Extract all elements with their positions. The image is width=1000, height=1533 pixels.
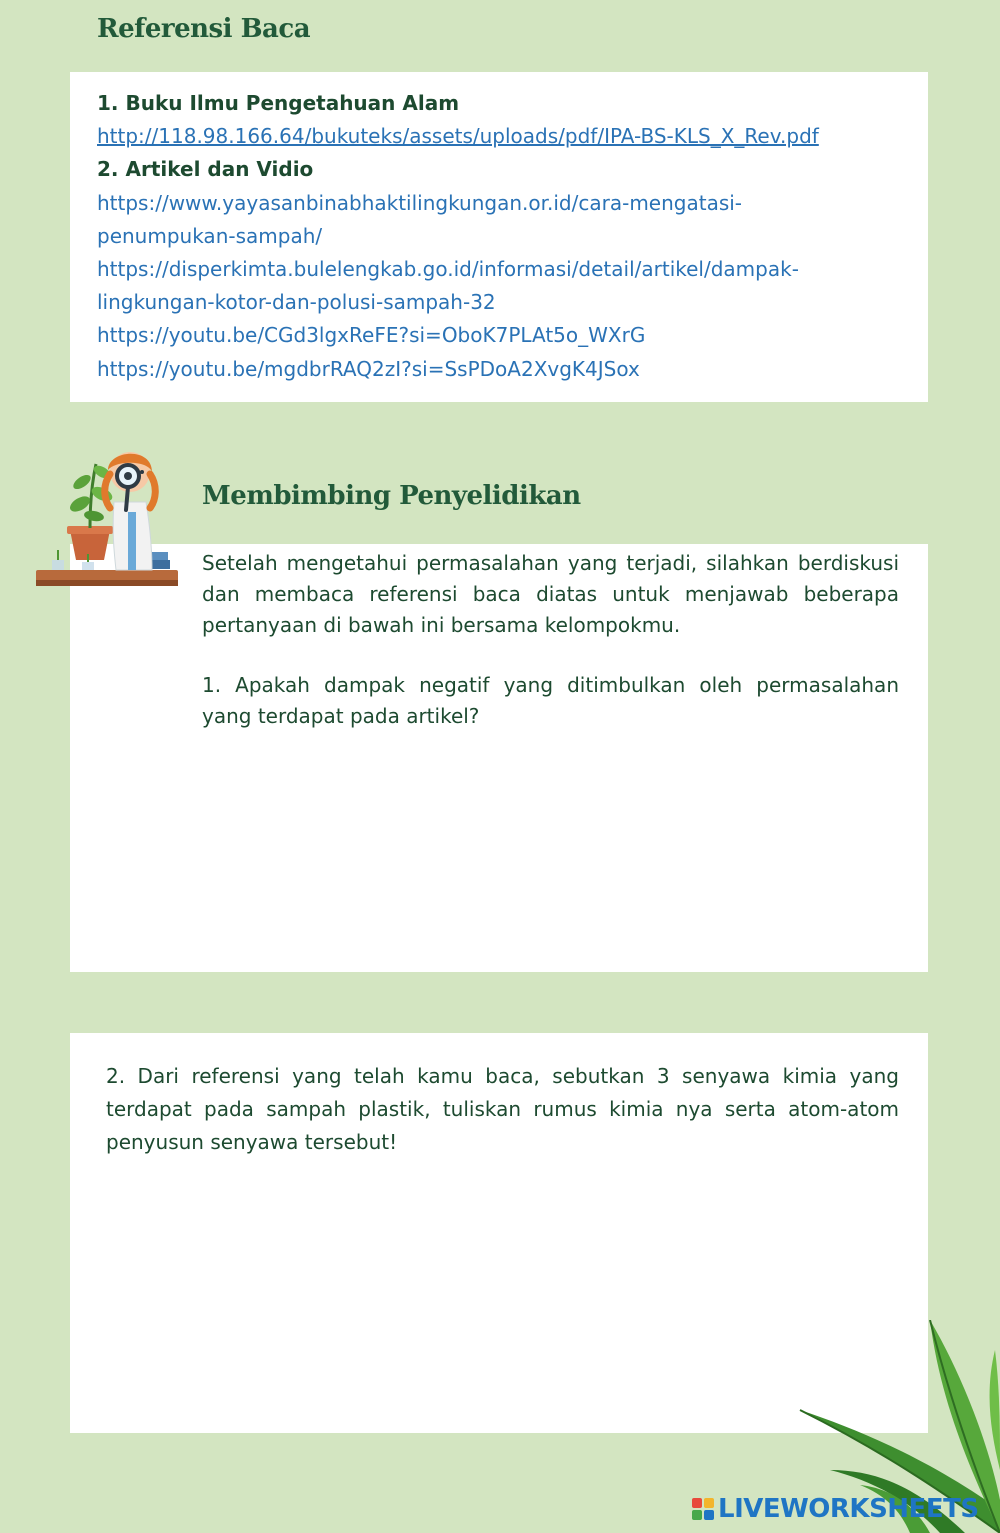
reference-video-link-2[interactable]: https://youtu.be/mgdbrRAQ2zI?si=SsPDoA2XvgK4JSox xyxy=(97,356,640,381)
liveworksheets-logo-text: LIVEWORKSHEETS xyxy=(718,1494,979,1524)
question-1: 1. Apakah dampak negatif yang ditimbulkan oleh permasalahan yang terdapat pada artikel? xyxy=(202,673,899,728)
references-heading: Referensi Baca xyxy=(97,14,311,44)
reference-article-link-1-cont[interactable]: penumpukan-sampah/ xyxy=(97,223,323,248)
liveworksheets-logo xyxy=(692,1494,979,1524)
reference-book-title: 1. Buku Ilmu Pengetahuan Alam xyxy=(97,91,460,115)
reference-video-link-1[interactable]: https://youtu.be/CGd3lgxReFE?si=OboK7PLAt5o_WXrG xyxy=(97,323,646,348)
reference-articles-title: 2. Artikel dan Vidio xyxy=(97,157,314,182)
reference-article-link-2-cont[interactable]: lingkungan-kotor-dan-polusi-sampah-32 xyxy=(97,290,496,315)
references-card xyxy=(70,72,928,402)
investigation-heading: Membimbing Penyelidikan xyxy=(202,481,581,511)
question-2: 2. Dari referensi yang telah kamu baca, sebutkan 3 senyawa kimia yang terdapat pada sampah plastik, tuliskan rumus kimia nya serta atom-atom penyusun senyawa tersebut! xyxy=(106,1064,899,1154)
reference-book-link[interactable]: http://118.98.166.64/bukuteks/assets/uploads/pdf/IPA-BS-KLS_X_Rev.pdf xyxy=(97,124,819,149)
investigation-intro: Setelah mengetahui permasalahan yang terjadi, silahkan berdiskusi dan membaca referensi baca diatas untuk menjawab beberapa pertanyaan di bawah ini bersama kelompokmu. xyxy=(202,551,899,637)
liveworksheets-logo-icon xyxy=(692,1498,714,1520)
scientist-girl-illustration xyxy=(32,442,182,597)
reference-article-link-2[interactable]: https://disperkimta.bulelengkab.go.id/informasi/detail/artikel/dampak- xyxy=(97,257,799,282)
reference-article-link-1[interactable]: https://www.yayasanbinabhaktilingkungan.or.id/cara-mengatasi- xyxy=(97,190,743,215)
